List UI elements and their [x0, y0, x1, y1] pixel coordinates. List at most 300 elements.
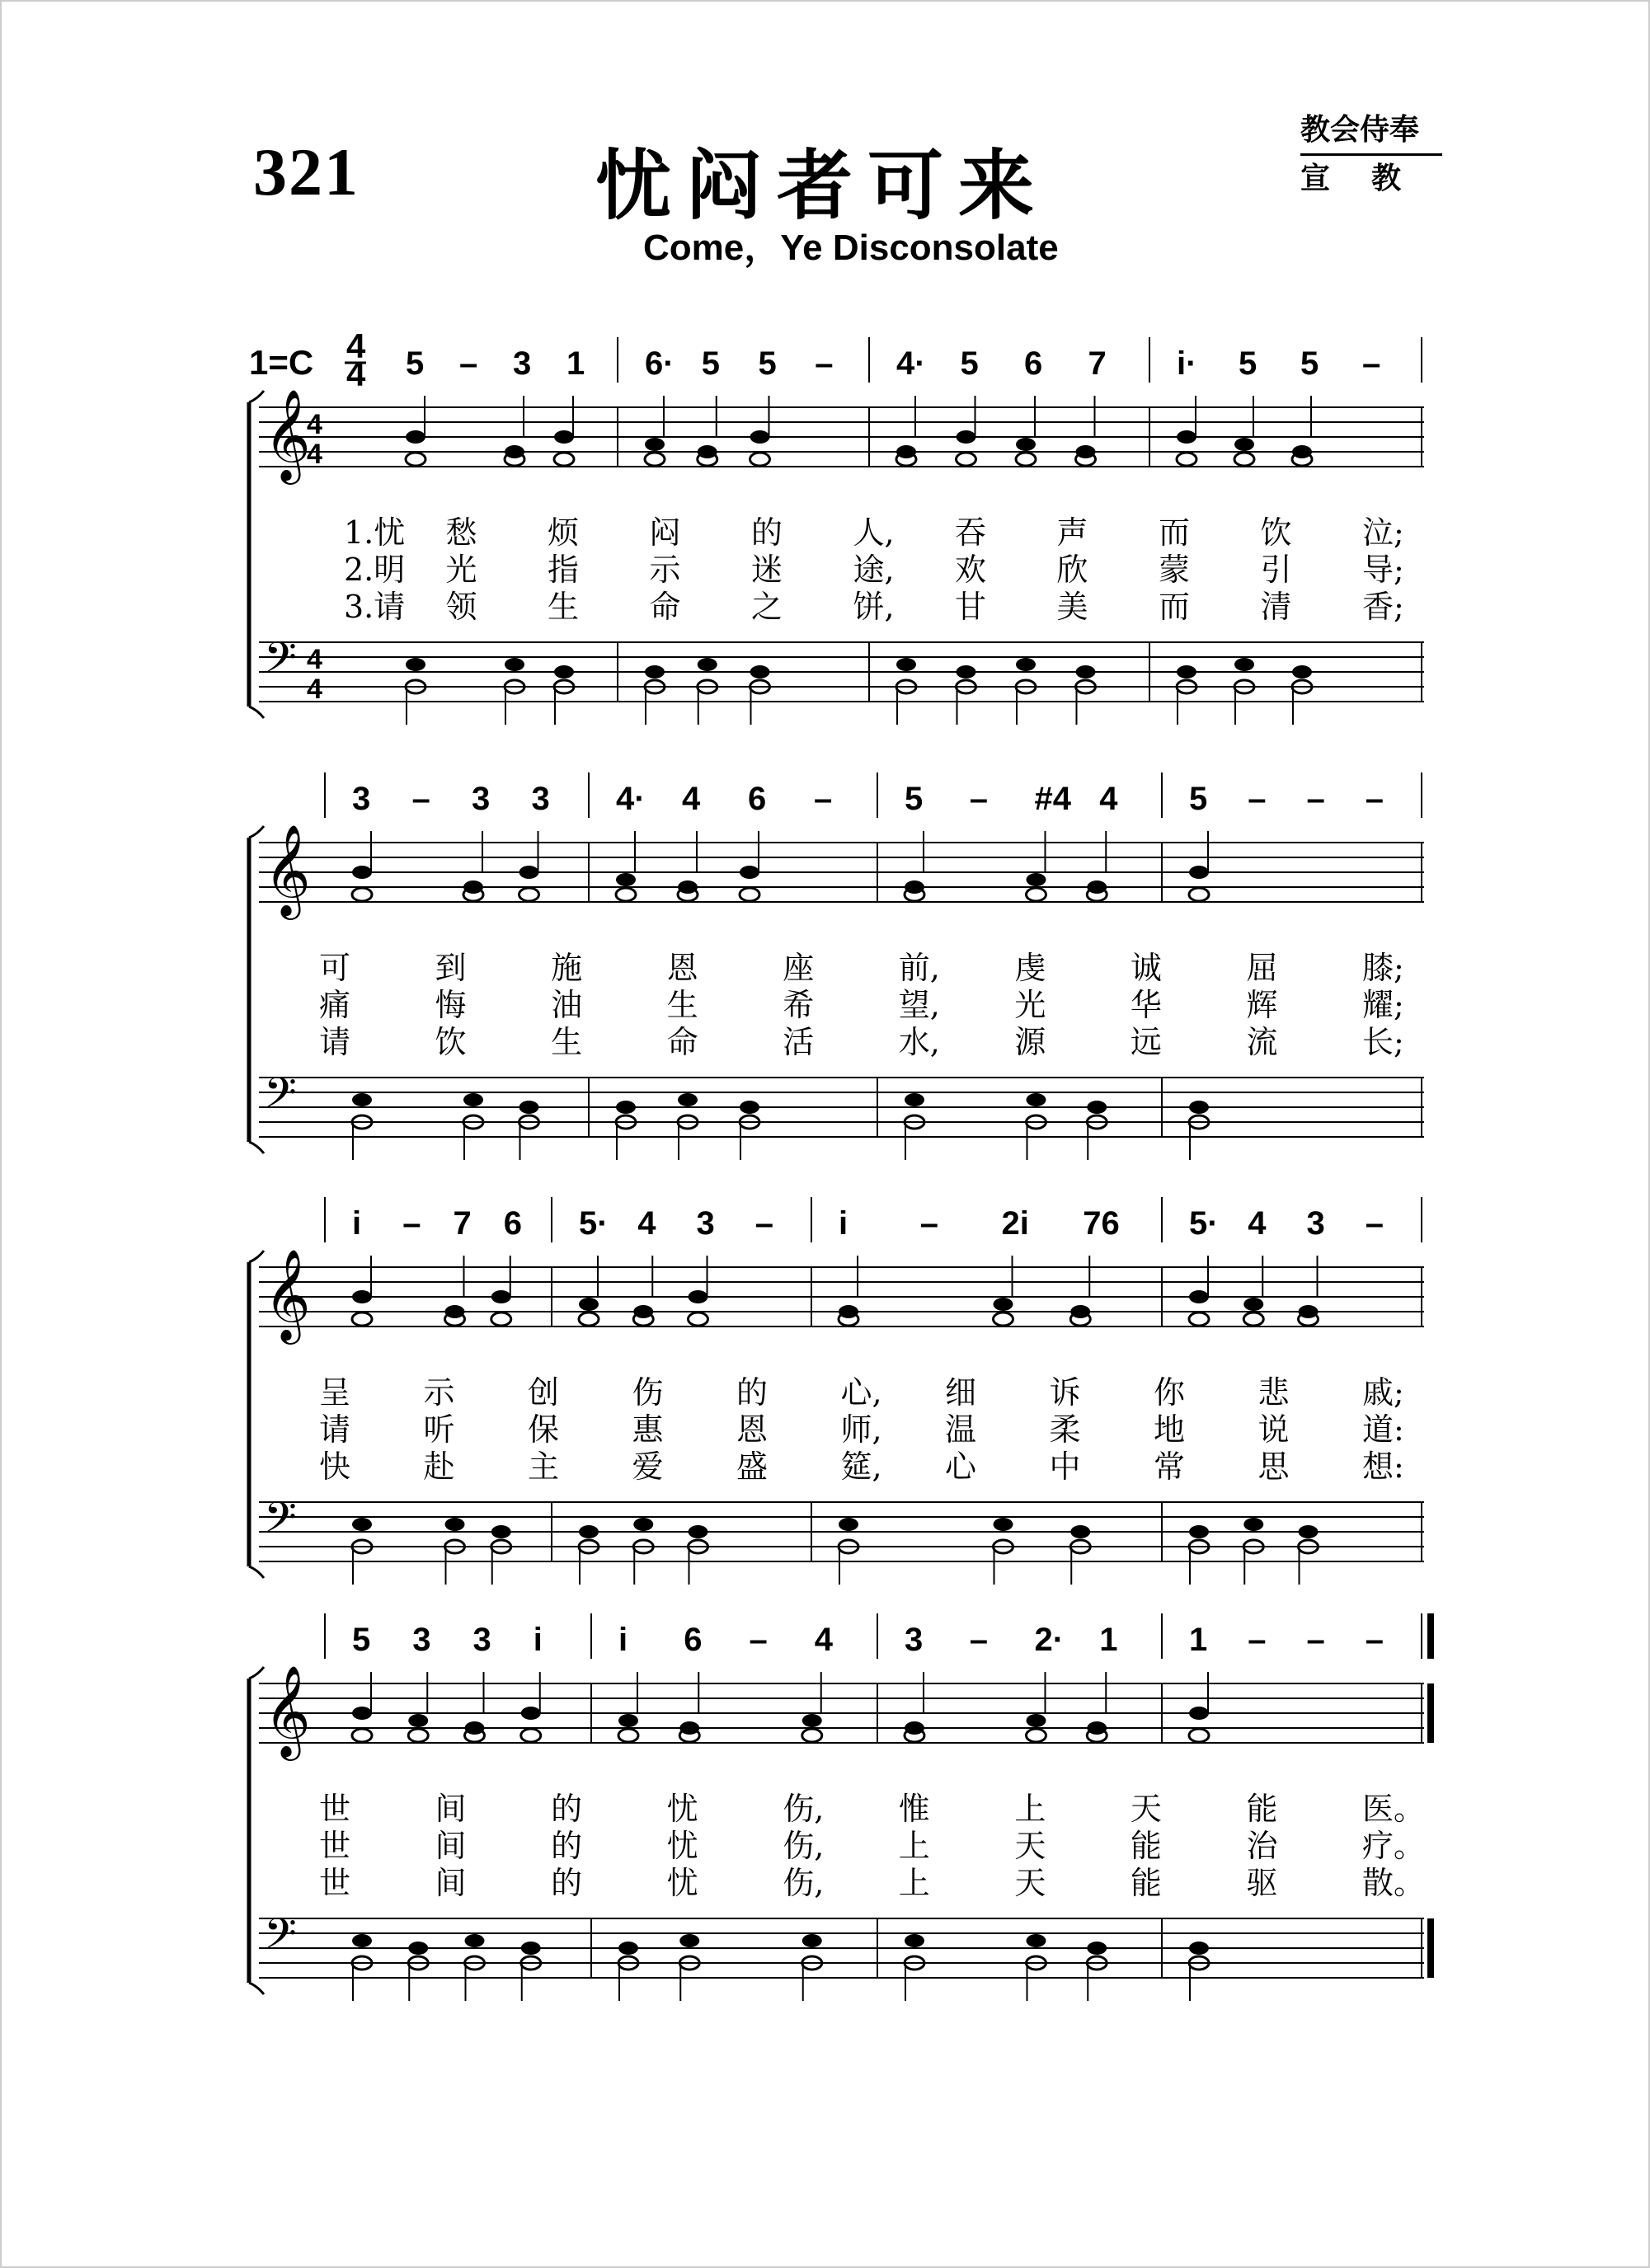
treble-lower-notehead — [740, 888, 759, 901]
bass-notehead — [352, 1934, 372, 1947]
lyric-syllable: 望, — [898, 987, 940, 1023]
bass-notehead — [633, 1518, 653, 1531]
bracket-top-hook — [249, 1667, 264, 1679]
treble-lower-notehead — [957, 453, 976, 466]
bass-notehead — [1027, 1093, 1046, 1106]
lyric-syllable: 恩 — [736, 1411, 769, 1448]
lyric-syllable: 前, — [898, 950, 940, 986]
lyric-syllable: 温 — [945, 1411, 977, 1448]
score-systems — [249, 337, 1434, 2001]
subcategory-label: 宣教 — [1300, 161, 1443, 195]
bracket-bottom-hook — [249, 707, 264, 718]
treble-lower-notehead — [1189, 888, 1209, 901]
lyric-syllable: 甘 — [955, 589, 987, 625]
jianpu-note: – — [459, 345, 478, 382]
lyric-syllable: 到 — [435, 950, 467, 986]
jianpu-note: 2i — [1001, 1205, 1029, 1242]
bass-notehead — [463, 1093, 483, 1106]
jianpu-note: 2· — [1034, 1622, 1065, 1658]
lyric-syllable: 清 — [1260, 589, 1292, 625]
bass-notehead — [445, 1518, 465, 1531]
bass-notehead — [554, 665, 574, 679]
lyric-syllable: 领 — [445, 589, 477, 625]
jianpu-note: – — [1248, 1622, 1267, 1658]
jianpu-note: – — [1248, 781, 1267, 817]
lyric-syllable: 华 — [1130, 987, 1162, 1023]
treble-time-top: 4 — [307, 409, 322, 440]
lyric-syllable: 间 — [435, 1828, 467, 1864]
lyric-syllable: 惟 — [898, 1791, 930, 1827]
jianpu-note: – — [815, 345, 834, 382]
bass-time-bottom: 4 — [307, 674, 322, 705]
bass-notehead — [994, 1518, 1013, 1531]
bass-notehead — [505, 658, 524, 671]
treble-lower-notehead — [1243, 1312, 1263, 1326]
lyric-syllable: 你 — [1154, 1374, 1186, 1411]
jianpu-note: 5 — [352, 1622, 371, 1658]
lyric-syllable: 油 — [551, 987, 583, 1023]
treble-notehead — [994, 1298, 1013, 1311]
lyric-syllable: 之 — [751, 589, 783, 625]
lyric-syllable: 爱 — [632, 1449, 664, 1485]
lyric-syllable: 伤 — [632, 1374, 664, 1411]
lyric-syllable: 伤, — [783, 1828, 825, 1864]
lyric-syllable: 驱 — [1246, 1865, 1278, 1901]
lyric-syllable: 恩 — [666, 950, 698, 986]
lyric-syllable: 希 — [783, 987, 815, 1023]
bass-clef-icon: 𝄢 — [264, 632, 297, 693]
bass-notehead — [689, 1525, 708, 1538]
lyric-syllable: 常 — [1154, 1449, 1186, 1485]
treble-notehead — [740, 866, 759, 879]
lyric-syllable: 辉 — [1246, 987, 1278, 1023]
bass-clef-icon: 𝄢 — [264, 1068, 297, 1128]
treble-notehead — [1177, 430, 1196, 444]
treble-lower-notehead — [521, 1729, 541, 1742]
lyric-syllable: 忧 — [666, 1791, 698, 1827]
final-barline-thick — [1427, 1683, 1434, 1743]
jianpu-note: 5 — [960, 345, 979, 382]
lyric-syllable: 呈 — [319, 1374, 351, 1411]
lyric-syllable: 命 — [649, 589, 681, 625]
jianpu-note: – — [814, 781, 833, 817]
jianpu-note: – — [411, 781, 430, 817]
lyric-syllable: 创 — [528, 1374, 560, 1411]
lyric-syllable: 欣 — [1056, 552, 1088, 588]
jianpu-note: 3 — [1306, 1205, 1325, 1242]
jianpu-note: 5 — [758, 345, 777, 382]
lyric-syllable: 生 — [548, 589, 580, 625]
bracket-top-hook — [249, 826, 264, 838]
treble-notehead — [1027, 873, 1046, 886]
jianpu-note: 1 — [1189, 1622, 1208, 1658]
treble-lower-notehead — [352, 1729, 372, 1742]
jianpu-note: 7 — [1088, 345, 1107, 382]
treble-lower-notehead — [802, 1729, 822, 1742]
lyric-syllable: 可 — [319, 950, 351, 986]
lyric-syllable: 听 — [423, 1411, 455, 1448]
treble-notehead — [554, 430, 574, 444]
lyric-syllable: 保 — [528, 1411, 560, 1448]
lyric-syllable: 欢 — [955, 552, 987, 588]
lyric-syllable: 蒙 — [1159, 552, 1191, 588]
lyric-syllable: 膝; — [1362, 950, 1404, 986]
lyric-syllable: 水, — [898, 1024, 940, 1060]
jianpu-note: 5 — [1239, 345, 1257, 382]
lyric-syllable: 1.忧 — [344, 514, 406, 551]
treble-clef-icon: 𝄞 — [264, 824, 311, 916]
lyric-syllable: 光 — [1014, 987, 1046, 1023]
treble-notehead — [352, 1290, 372, 1303]
treble-notehead — [519, 866, 539, 879]
jianpu-note: – — [749, 1622, 768, 1658]
jianpu-note: – — [1365, 1205, 1384, 1242]
bass-notehead — [1027, 1934, 1046, 1947]
treble-notehead — [491, 1290, 511, 1303]
treble-notehead — [1243, 1298, 1263, 1311]
lyric-syllable: 的 — [551, 1828, 583, 1864]
treble-notehead — [406, 430, 425, 444]
jianpu-note: – — [754, 1205, 773, 1242]
lyric-syllable: 地 — [1154, 1411, 1186, 1448]
bass-notehead — [1292, 665, 1312, 679]
jianpu-note: – — [1306, 781, 1325, 817]
lyric-syllable: 的 — [551, 1791, 583, 1827]
bass-notehead — [905, 1093, 924, 1106]
jianpu-note: – — [1365, 781, 1384, 817]
treble-lower-notehead — [689, 1312, 708, 1326]
jianpu-note: 4 — [1099, 781, 1118, 817]
lyric-syllable: 天 — [1014, 1865, 1046, 1901]
lyric-syllable: 筵, — [840, 1449, 882, 1485]
jianpu-note: 3 — [513, 345, 532, 382]
jianpu-note: 4· — [616, 781, 646, 817]
jianpu-note: 5· — [579, 1205, 609, 1242]
treble-lower-notehead — [408, 1729, 428, 1742]
bass-notehead — [521, 1942, 541, 1955]
lyric-syllable: 的 — [736, 1374, 769, 1411]
lyric-syllable: 细 — [945, 1374, 977, 1411]
jianpu-note: 6 — [684, 1622, 703, 1658]
jianpu-note: 76 — [1083, 1205, 1120, 1242]
treble-lower-notehead — [519, 888, 539, 901]
treble-notehead — [408, 1714, 428, 1727]
lyric-syllable: 声 — [1056, 514, 1088, 551]
bass-notehead — [802, 1934, 822, 1947]
bass-notehead — [491, 1525, 511, 1538]
treble-notehead — [1189, 1707, 1209, 1720]
lyric-syllable: 悲 — [1257, 1374, 1290, 1411]
lyric-syllable: 而 — [1159, 589, 1191, 625]
bass-notehead — [519, 1101, 539, 1114]
lyric-syllable: 上 — [1014, 1791, 1046, 1827]
final-barline-thick — [1427, 1613, 1434, 1659]
jianpu-note: 3 — [412, 1622, 431, 1658]
lyric-syllable: 饼, — [853, 589, 895, 625]
lyric-syllable: 忧 — [666, 1828, 698, 1864]
jianpu-note: i — [618, 1622, 628, 1658]
lyric-syllable: 悔 — [435, 987, 467, 1023]
treble-lower-notehead — [579, 1312, 599, 1326]
lyric-syllable: 闷 — [649, 514, 681, 551]
bass-notehead — [1189, 1101, 1209, 1114]
bass-notehead — [1076, 665, 1096, 679]
bass-notehead — [579, 1525, 599, 1538]
time-signature-top: 4 — [346, 326, 366, 365]
lyric-syllable: 泣; — [1362, 514, 1404, 551]
treble-lower-notehead — [618, 1729, 638, 1742]
final-barline-thick — [1427, 1918, 1434, 1978]
lyric-syllable: 主 — [528, 1449, 560, 1485]
lyric-syllable: 耀; — [1362, 987, 1404, 1023]
lyric-syllable: 的 — [551, 1865, 583, 1901]
treble-lower-notehead — [1177, 453, 1196, 466]
lyric-syllable: 散。 — [1362, 1865, 1426, 1901]
treble-lower-notehead — [1016, 453, 1036, 466]
lyric-syllable: 流 — [1246, 1024, 1278, 1060]
lyric-syllable: 座 — [783, 950, 815, 986]
jianpu-note: 4 — [637, 1205, 656, 1242]
treble-notehead — [1234, 438, 1254, 451]
lyric-syllable: 的 — [751, 514, 783, 551]
category-label: 教会侍奉 — [1300, 107, 1442, 156]
bass-time-top: 4 — [307, 644, 322, 675]
treble-lower-notehead — [750, 453, 770, 466]
bracket-bottom-hook — [249, 1566, 264, 1578]
lyric-syllable: 示 — [649, 552, 681, 588]
jianpu-note: #4 — [1034, 781, 1071, 817]
lyric-syllable: 道: — [1362, 1411, 1404, 1448]
hymn-number: 321 — [253, 134, 360, 209]
lyric-syllable: 说 — [1257, 1411, 1290, 1448]
bass-notehead — [750, 665, 770, 679]
lyric-syllable: 伤, — [783, 1791, 825, 1827]
bracket-bottom-hook — [249, 1142, 264, 1153]
bass-notehead — [896, 658, 916, 671]
jianpu-note: 3 — [531, 781, 550, 817]
lyric-syllable: 请 — [319, 1024, 351, 1060]
music-score — [2, 2, 1650, 2268]
jianpu-note: 6· — [645, 345, 675, 382]
lyric-syllable: 3.请 — [344, 589, 406, 625]
jianpu-note: i — [533, 1622, 543, 1658]
treble-lower-notehead — [352, 888, 372, 901]
jianpu-note: 6 — [1024, 345, 1043, 382]
lyric-syllable: 生 — [551, 1024, 583, 1060]
jianpu-note: – — [969, 781, 988, 817]
treble-notehead — [352, 866, 372, 879]
lyric-syllable: 香; — [1362, 589, 1404, 625]
jianpu-note: 6 — [748, 781, 767, 817]
jianpu-note: 4 — [682, 781, 701, 817]
bass-notehead — [1189, 1525, 1209, 1538]
lyric-syllable: 长; — [1362, 1024, 1404, 1060]
lyric-syllable: 心, — [840, 1374, 882, 1411]
jianpu-note: 3 — [905, 1622, 924, 1658]
lyric-syllable: 美 — [1056, 589, 1088, 625]
lyric-syllable: 心 — [945, 1449, 977, 1485]
lyric-syllable: 天 — [1130, 1791, 1162, 1827]
lyric-syllable: 请 — [319, 1411, 351, 1448]
lyric-syllable: 生 — [666, 987, 698, 1023]
bass-notehead — [1234, 658, 1254, 671]
jianpu-note: 4· — [896, 345, 926, 382]
bass-notehead — [406, 658, 425, 671]
lyric-syllable: 饮 — [435, 1024, 467, 1060]
treble-lower-notehead — [994, 1312, 1013, 1326]
treble-notehead — [645, 438, 665, 451]
treble-lower-notehead — [554, 453, 574, 466]
treble-notehead — [750, 430, 770, 444]
lyric-syllable: 世 — [319, 1865, 351, 1901]
lyric-syllable: 示 — [423, 1374, 455, 1411]
lyric-syllable: 能 — [1130, 1865, 1162, 1901]
bass-notehead — [1016, 658, 1036, 671]
bass-notehead — [616, 1101, 636, 1114]
lyric-syllable: 治 — [1246, 1828, 1278, 1864]
lyric-syllable: 远 — [1130, 1024, 1162, 1060]
bass-notehead — [645, 665, 665, 679]
lyric-syllable: 光 — [445, 552, 477, 588]
lyric-syllable: 源 — [1014, 1024, 1046, 1060]
bass-notehead — [957, 665, 976, 679]
bass-notehead — [679, 1934, 699, 1947]
bass-notehead — [408, 1942, 428, 1955]
bass-clef-icon: 𝄢 — [264, 1909, 297, 1969]
treble-lower-notehead — [491, 1312, 511, 1326]
hymn-title: 忧闷者可来 — [595, 141, 1050, 230]
bass-notehead — [1070, 1525, 1090, 1538]
jianpu-note: – — [919, 1205, 938, 1242]
lyric-syllable: 迷 — [751, 552, 783, 588]
lyric-syllable: 虔 — [1014, 950, 1046, 986]
bracket-top-hook — [249, 391, 264, 402]
lyric-syllable: 途, — [853, 552, 895, 588]
lyric-syllable: 柔 — [1049, 1411, 1081, 1448]
lyric-syllable: 世 — [319, 1828, 351, 1864]
treble-lower-notehead — [1189, 1729, 1209, 1742]
lyric-syllable: 师, — [840, 1411, 882, 1448]
jianpu-note: – — [1365, 1622, 1384, 1658]
lyric-syllable: 思 — [1257, 1449, 1290, 1485]
jianpu-note: – — [969, 1622, 988, 1658]
lyric-syllable: 活 — [783, 1024, 815, 1060]
jianpu-note: 6 — [503, 1205, 522, 1242]
lyric-syllable: 戚; — [1362, 1374, 1404, 1411]
jianpu-note: 5 — [1189, 781, 1208, 817]
jianpu-note: 5 — [905, 781, 924, 817]
jianpu-note: 4 — [814, 1622, 833, 1658]
treble-time-bottom: 4 — [307, 439, 322, 470]
treble-lower-notehead — [645, 453, 665, 466]
bracket-bottom-hook — [249, 1983, 264, 1994]
lyric-syllable: 中 — [1049, 1449, 1081, 1485]
lyric-syllable: 指 — [548, 552, 580, 588]
jianpu-note: 3 — [696, 1205, 715, 1242]
treble-clef-icon: 𝄞 — [264, 1248, 311, 1341]
lyric-syllable: 上 — [898, 1828, 930, 1864]
bass-notehead — [1177, 665, 1196, 679]
treble-notehead — [1189, 1290, 1209, 1303]
treble-lower-notehead — [352, 1312, 372, 1326]
lyric-syllable: 天 — [1014, 1828, 1046, 1864]
jianpu-note: 3 — [352, 781, 371, 817]
lyric-syllable: 间 — [435, 1865, 467, 1901]
lyric-syllable: 痛 — [319, 987, 351, 1023]
treble-lower-notehead — [1189, 1312, 1209, 1326]
bass-notehead — [1299, 1525, 1319, 1538]
bass-notehead — [740, 1101, 759, 1114]
jianpu-note: i — [839, 1205, 849, 1242]
hymn-subtitle: Come，Ye Disconsolate — [643, 228, 1059, 268]
jianpu-note: i· — [1177, 345, 1197, 382]
bass-notehead — [352, 1093, 372, 1106]
lyric-syllable: 快 — [319, 1449, 351, 1485]
lyric-syllable: 医。 — [1362, 1791, 1426, 1827]
bass-notehead — [1087, 1101, 1107, 1114]
lyric-syllable: 吞 — [955, 514, 987, 551]
jianpu-note: 3 — [472, 781, 491, 817]
lyric-syllable: 伤, — [783, 1865, 825, 1901]
treble-lower-notehead — [406, 453, 425, 466]
jianpu-note: 7 — [453, 1205, 472, 1242]
jianpu-note: – — [1362, 345, 1381, 382]
time-signature-bottom: 4 — [346, 355, 366, 393]
jianpu-note: 4 — [1248, 1205, 1267, 1242]
jianpu-note: – — [402, 1205, 421, 1242]
treble-notehead — [618, 1714, 638, 1727]
lyric-syllable: 疗。 — [1362, 1828, 1426, 1864]
treble-notehead — [521, 1707, 541, 1720]
lyric-syllable: 2.明 — [344, 552, 406, 588]
bass-notehead — [1087, 1942, 1107, 1955]
jianpu-note: 5 — [701, 345, 720, 382]
treble-notehead — [802, 1714, 822, 1727]
lyric-syllable: 盛 — [736, 1449, 769, 1485]
key-signature: 1=C — [249, 343, 314, 382]
jianpu-note: 3 — [472, 1622, 491, 1658]
lyric-syllable: 施 — [551, 950, 583, 986]
lyric-syllable: 烦 — [548, 514, 580, 551]
treble-notehead — [352, 1707, 372, 1720]
jianpu-note: 5 — [1300, 345, 1319, 382]
lyric-syllable: 能 — [1246, 1791, 1278, 1827]
bass-notehead — [678, 1093, 698, 1106]
lyric-syllable: 人, — [853, 514, 895, 551]
lyric-syllable: 诉 — [1049, 1374, 1081, 1411]
jianpu-note: 5 — [406, 345, 425, 382]
bass-clef-icon: 𝄢 — [264, 1492, 297, 1552]
lyric-syllable: 世 — [319, 1791, 351, 1827]
jianpu-note: 1 — [1099, 1622, 1118, 1658]
lyric-syllable: 间 — [435, 1791, 467, 1827]
lyric-syllable: 上 — [898, 1865, 930, 1901]
lyric-syllable: 能 — [1130, 1828, 1162, 1864]
lyric-syllable: 想: — [1362, 1449, 1404, 1485]
bracket-top-hook — [249, 1251, 264, 1262]
treble-lower-notehead — [1027, 1729, 1046, 1742]
treble-lower-notehead — [1234, 453, 1254, 466]
bass-notehead — [839, 1518, 858, 1531]
bass-notehead — [1189, 1942, 1209, 1955]
lyric-syllable: 引 — [1260, 552, 1292, 588]
bass-notehead — [1243, 1518, 1263, 1531]
jianpu-note: 5· — [1189, 1205, 1219, 1242]
bass-notehead — [465, 1934, 485, 1947]
treble-notehead — [1016, 438, 1036, 451]
jianpu-note: – — [1306, 1622, 1325, 1658]
jianpu-note: 1 — [566, 345, 585, 382]
